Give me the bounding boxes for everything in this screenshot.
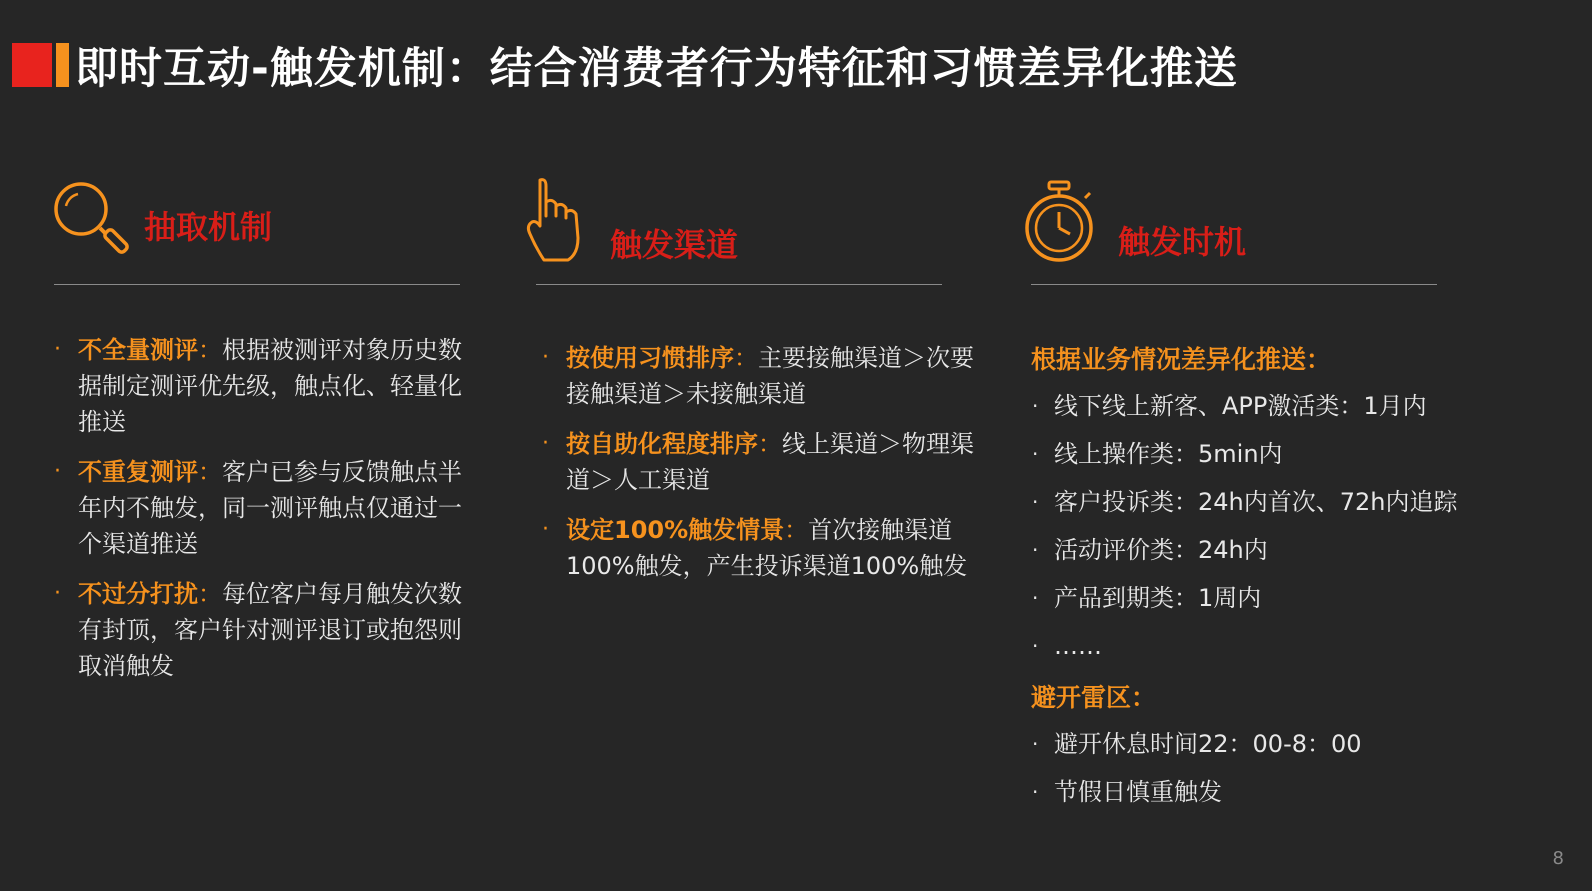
item-text: 线上操作类：5min内: [1054, 440, 1283, 468]
list-item: [54, 332, 478, 440]
item-text: ……: [1054, 632, 1102, 660]
extraction-list: [54, 332, 478, 684]
column-header-extraction: [48, 176, 272, 260]
item-separator: ：: [198, 336, 222, 364]
item-text: 首次接触渠道100%触发，产生投诉渠道100%触发: [566, 516, 968, 580]
item-separator: ：: [198, 458, 222, 486]
item-text: 活动评价类：24h内: [1054, 536, 1268, 564]
column-divider: [54, 284, 460, 285]
item-text: 节假日慎重触发: [1054, 778, 1222, 806]
column-heading: 抽取机制: [144, 208, 273, 246]
bullet: ·: [1032, 490, 1039, 514]
list-item: [1032, 774, 1362, 822]
item-separator: ：: [784, 516, 809, 544]
bullet: ·: [1032, 634, 1039, 658]
list-item: [54, 576, 478, 684]
column-divider: [1031, 284, 1437, 285]
stopwatch-icon: [1022, 180, 1096, 264]
bullet: ·: [54, 581, 61, 606]
bullet: ·: [542, 345, 549, 370]
list-item: [542, 512, 976, 584]
pointing-hand-icon: [522, 176, 590, 266]
title-orange-block: [56, 43, 69, 87]
item-key: 设定100%触发情景: [566, 516, 785, 544]
list-item: [1032, 628, 1458, 676]
channel-list: [542, 340, 976, 584]
item-key: 不全量测评: [78, 336, 198, 364]
bullet: ·: [54, 459, 61, 484]
bullet: ·: [1032, 586, 1039, 610]
column-divider: [536, 284, 942, 285]
column-header-timing: [1022, 180, 1246, 264]
bullet: ·: [1032, 394, 1039, 418]
bullet: ·: [1032, 732, 1039, 756]
timing-section-heading: 根据业务情况差异化推送：: [1031, 345, 1332, 374]
bullet: ·: [542, 431, 549, 456]
item-text: 线下线上新客、APP激活类：1月内: [1054, 392, 1427, 420]
list-item: [1032, 580, 1458, 628]
list-item: [1032, 532, 1458, 580]
title-red-block: [12, 43, 52, 87]
bullet: ·: [1032, 780, 1039, 804]
item-text: 主要接触渠道＞次要接触渠道＞未接触渠道: [566, 344, 974, 408]
item-text: 产品到期类：1周内: [1054, 584, 1262, 612]
timing-list: [1032, 388, 1458, 676]
page-number: 8: [1552, 848, 1564, 869]
list-item: [1032, 436, 1458, 484]
bullet: ·: [54, 337, 61, 362]
list-item: [542, 426, 976, 498]
magnifier-icon: [48, 176, 132, 260]
list-item: [542, 340, 976, 412]
item-key: 不重复测评: [78, 458, 198, 486]
item-key: 按自助化程度排序: [566, 430, 758, 458]
item-text: 客户投诉类：24h内首次、72h内追踪: [1054, 488, 1458, 516]
item-text: 每位客户每月触发次数有封顶，客户针对测评退订或抱怨则取消触发: [78, 580, 462, 680]
item-text: 避开休息时间22：00-8：00: [1054, 730, 1362, 758]
bullet: ·: [1032, 538, 1039, 562]
item-separator: ：: [758, 430, 782, 458]
column-heading: 触发渠道: [610, 226, 739, 264]
title-bar: [12, 40, 1238, 94]
page-title: 即时互动-触发机制：结合消费者行为特征和习惯差异化推送: [75, 43, 1238, 94]
item-text: 线上渠道＞物理渠道＞人工渠道: [566, 430, 974, 494]
item-text: 根据被测评对象历史数据制定测评优先级，触点化、轻量化推送: [78, 336, 462, 436]
avoid-section-heading: 避开雷区：: [1031, 683, 1157, 712]
bullet: ·: [542, 517, 549, 542]
list-item: [1032, 388, 1458, 436]
item-text: 客户已参与反馈触点半年内不触发，同一测评触点仅通过一个渠道推送: [78, 458, 462, 558]
avoid-list: [1032, 726, 1362, 822]
item-separator: ：: [734, 344, 758, 372]
list-item: [1032, 484, 1458, 532]
item-key: 不过分打扰: [78, 580, 198, 608]
item-key: 按使用习惯排序: [566, 344, 734, 372]
list-item: [1032, 726, 1362, 774]
list-item: [54, 454, 478, 562]
column-heading: 触发时机: [1118, 223, 1247, 261]
column-header-channel: [522, 176, 738, 266]
item-separator: ：: [198, 580, 222, 608]
bullet: ·: [1032, 442, 1039, 466]
